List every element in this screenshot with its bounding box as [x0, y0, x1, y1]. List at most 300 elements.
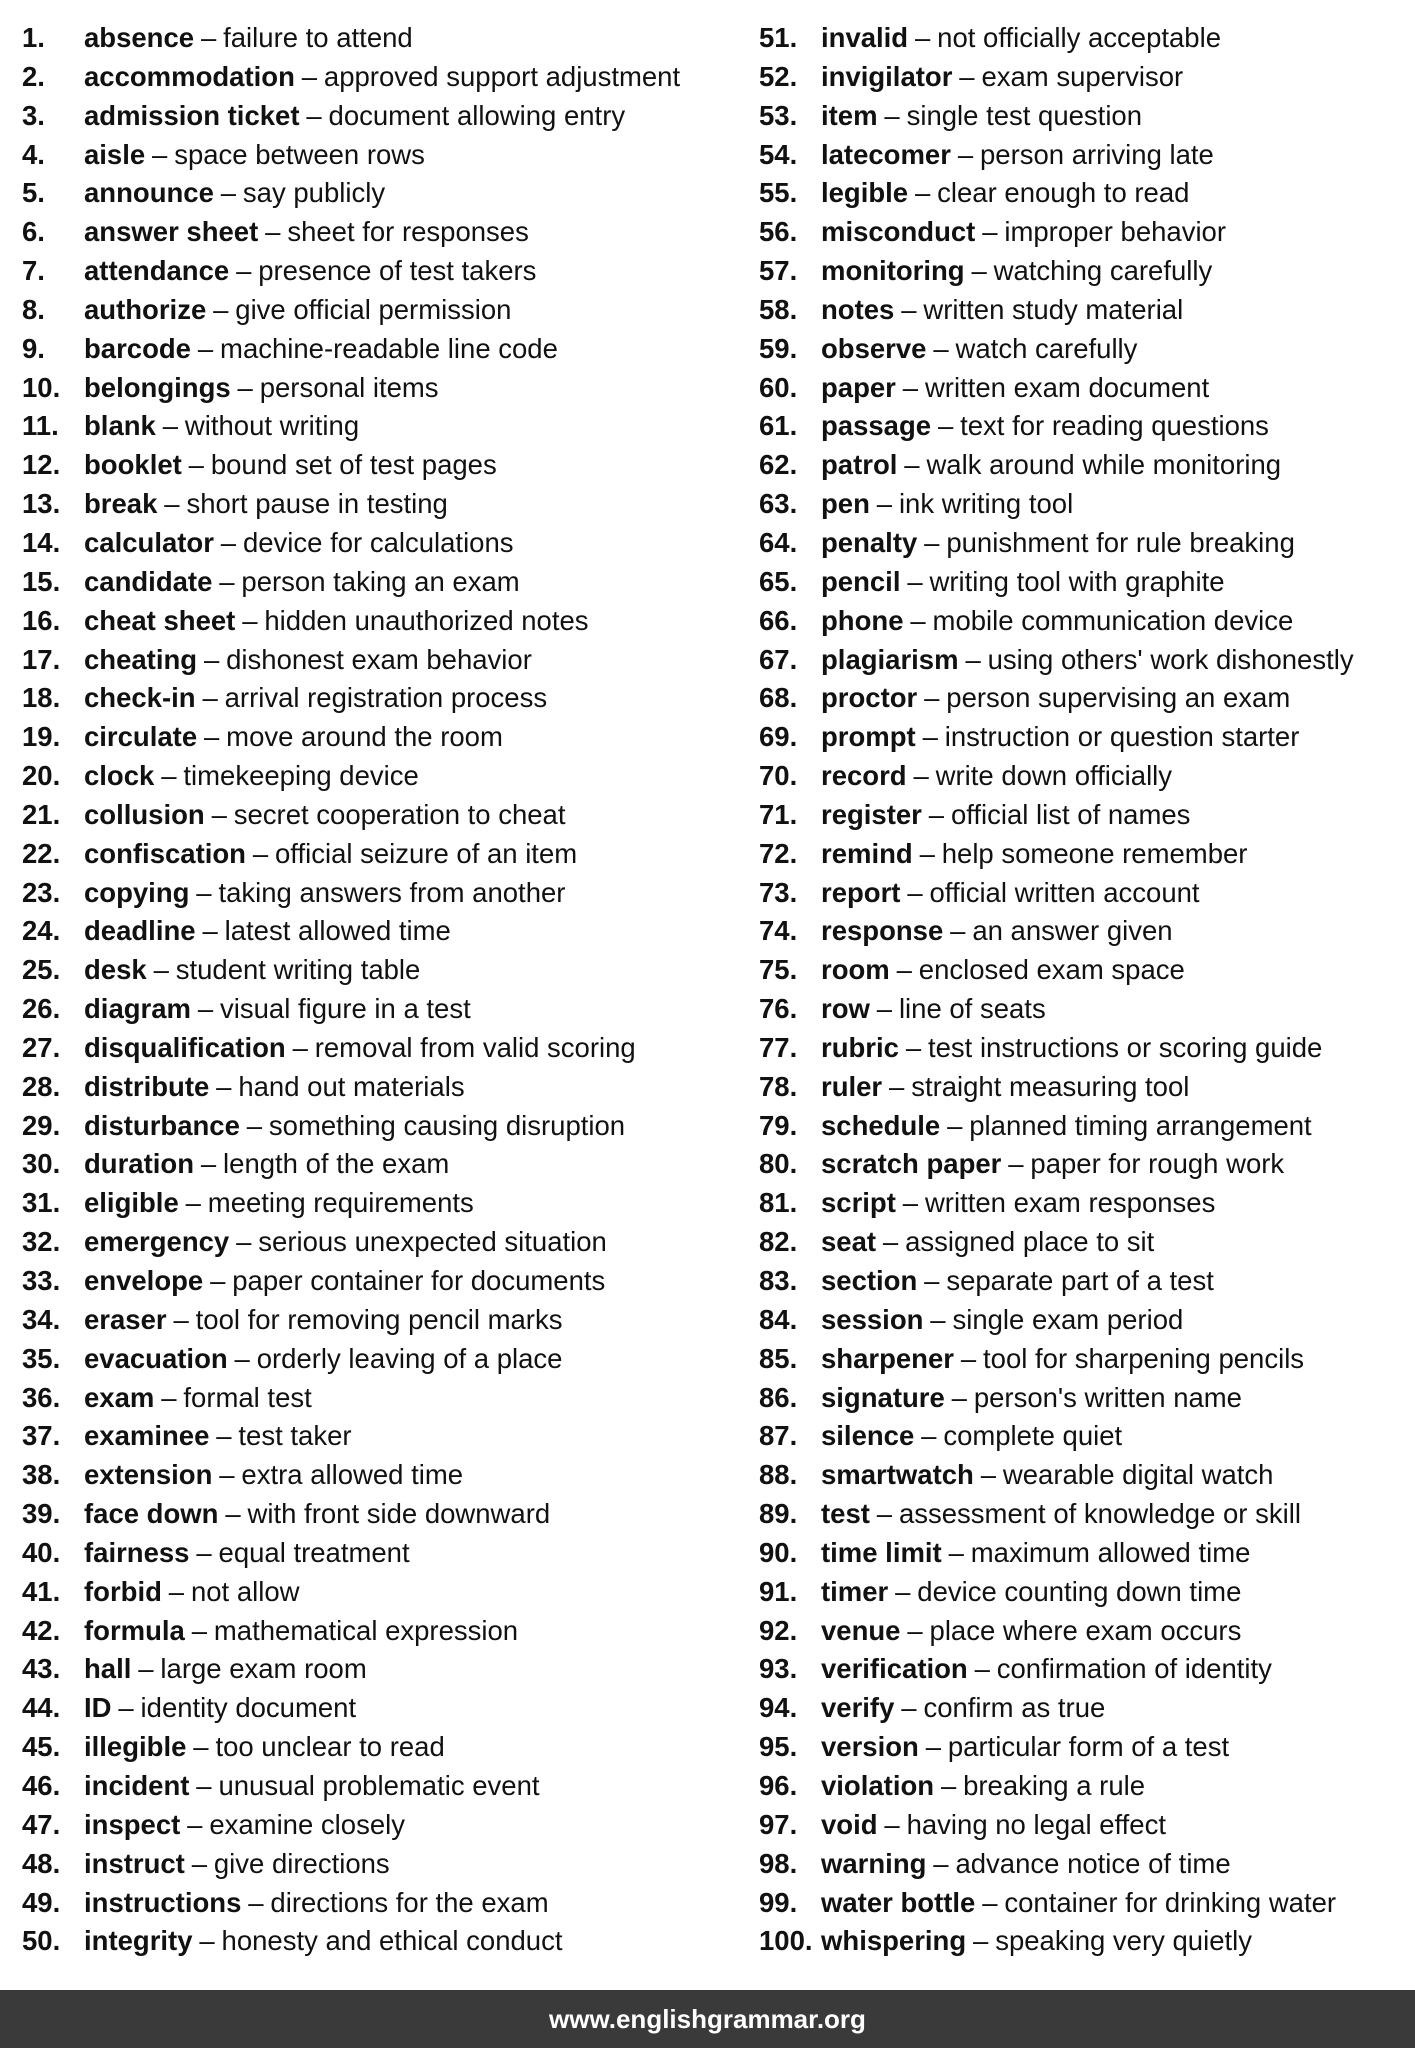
entry-separator: – — [957, 138, 974, 170]
entry-definition: device for calculations — [242, 526, 514, 558]
entry-number: 18. — [22, 682, 61, 714]
vocab-entry — [759, 912, 1409, 951]
entry-number: 10. — [22, 371, 61, 403]
vocab-entry — [22, 563, 742, 602]
entry-definition: hand out materials — [238, 1070, 465, 1102]
entry-separator: – — [219, 1459, 235, 1491]
entry-term: absence — [84, 22, 195, 53]
entry-number: 47. — [22, 1808, 61, 1840]
entry-definition: formal test — [183, 1381, 312, 1413]
entry-term: warning — [821, 1847, 927, 1879]
entry-definition: official seizure of an item — [275, 837, 578, 869]
vocab-entry — [22, 718, 742, 757]
vocab-entry — [22, 1767, 742, 1806]
entry-definition: punishment for rule breaking — [946, 526, 1295, 558]
entry-number: 44. — [22, 1692, 61, 1724]
entry-number: 24. — [22, 915, 61, 947]
entry-number: 86. — [759, 1381, 798, 1413]
entry-separator: – — [884, 1808, 900, 1840]
entry-definition: too unclear to read — [215, 1731, 445, 1763]
entry-number: 89. — [759, 1498, 798, 1530]
entry-term: attendance — [84, 255, 230, 287]
entry-term: session — [821, 1303, 924, 1335]
entry-separator: – — [193, 1731, 209, 1763]
entry-number: 52. — [759, 60, 798, 92]
entry-definition: test taker — [238, 1420, 352, 1452]
entry-number: 29. — [22, 1109, 61, 1141]
entry-separator: – — [210, 1265, 226, 1296]
entry-separator: – — [948, 1536, 964, 1568]
entry-number: 22. — [22, 837, 61, 869]
vocab-entry — [22, 796, 742, 835]
entry-term: water bottle — [821, 1886, 976, 1918]
entry-definition: equal treatment — [218, 1536, 410, 1568]
vocab-entry — [22, 1379, 742, 1418]
vocab-entry — [759, 1301, 1409, 1340]
entry-separator: – — [196, 876, 212, 908]
entry-definition: without writing — [184, 410, 360, 442]
entry-term: latecomer — [821, 138, 951, 170]
entry-separator: – — [884, 99, 900, 131]
entry-term: authorize — [84, 293, 207, 325]
entry-definition: examine closely — [209, 1808, 405, 1840]
entry-number: 68. — [759, 682, 798, 714]
entry-definition: meeting requirements — [207, 1187, 474, 1219]
entry-term: patrol — [821, 449, 898, 481]
entry-definition: exam supervisor — [981, 60, 1184, 92]
entry-number: 59. — [759, 332, 798, 364]
entry-definition: an answer given — [972, 915, 1173, 947]
entry-term: violation — [821, 1769, 935, 1801]
entry-number: 26. — [22, 993, 61, 1025]
entry-definition: writing tool with graphite — [929, 565, 1225, 597]
entry-separator: – — [202, 915, 218, 947]
vocab-entry — [22, 446, 742, 485]
entry-term: eraser — [84, 1303, 167, 1335]
entry-number: 87. — [759, 1420, 798, 1452]
entry-number: 1. — [22, 22, 45, 53]
entry-separator: – — [191, 1847, 208, 1879]
entry-separator: – — [196, 1536, 212, 1568]
entry-number: 90. — [759, 1536, 798, 1568]
entry-term: barcode — [84, 332, 191, 364]
entry-separator: – — [933, 1847, 949, 1879]
entry-term: evacuation — [84, 1342, 228, 1374]
entry-term: timer — [821, 1575, 889, 1607]
vocab-entry — [759, 1612, 1409, 1651]
entry-number: 56. — [759, 216, 798, 248]
vocab-entry — [22, 58, 742, 97]
entry-term: check-in — [84, 682, 196, 714]
entry-term: sharpener — [821, 1342, 954, 1374]
entry-term: confiscation — [84, 837, 246, 869]
entry-term: formula — [84, 1614, 185, 1646]
entry-term: collusion — [84, 798, 205, 830]
entry-definition: dishonest exam behavior — [226, 643, 532, 675]
entry-number: 53. — [759, 99, 798, 131]
entry-term: item — [821, 99, 878, 131]
entry-term: examinee — [84, 1420, 210, 1452]
entry-definition: assigned place to sit — [905, 1226, 1155, 1258]
vocab-entry — [22, 602, 742, 641]
entry-term: register — [821, 798, 922, 830]
entry-number: 21. — [22, 798, 61, 830]
entry-separator: – — [173, 1303, 189, 1335]
entry-definition: hidden unauthorized notes — [264, 604, 589, 636]
entry-number: 67. — [759, 643, 798, 675]
vocab-entry — [759, 58, 1409, 97]
entry-definition: document allowing entry — [328, 99, 626, 131]
entry-separator: – — [301, 60, 318, 92]
entry-number: 93. — [759, 1653, 798, 1685]
entry-number: 50. — [22, 1925, 61, 1957]
vocab-entry — [759, 136, 1409, 175]
vocab-entry — [22, 1845, 742, 1884]
entry-term: paper — [821, 371, 896, 403]
vocab-entry — [22, 1223, 742, 1262]
vocab-entry — [759, 446, 1409, 485]
entry-number: 2. — [22, 60, 45, 92]
entry-definition: space between rows — [174, 138, 425, 170]
entry-separator: – — [910, 604, 926, 636]
entry-term: envelope — [84, 1265, 204, 1296]
vocab-entry — [759, 1068, 1409, 1107]
entry-definition: clear enough to read — [937, 177, 1190, 209]
entry-number: 88. — [759, 1459, 798, 1491]
entry-separator: – — [248, 1886, 264, 1918]
entry-number: 94. — [759, 1692, 798, 1724]
vocab-entry — [759, 1107, 1409, 1146]
entry-term: eligible — [84, 1187, 179, 1219]
entry-definition: move around the room — [226, 721, 503, 753]
entry-separator: – — [904, 449, 920, 481]
entry-number: 14. — [22, 526, 61, 558]
entry-term: monitoring — [821, 255, 965, 287]
entry-term: legible — [821, 177, 909, 209]
entry-definition: arrival registration process — [224, 682, 548, 714]
vocab-entry — [22, 19, 742, 58]
entry-number: 25. — [22, 954, 61, 986]
entry-number: 34. — [22, 1303, 61, 1335]
entry-definition: improper behavior — [1004, 216, 1227, 248]
entry-number: 15. — [22, 565, 61, 597]
entry-separator: – — [960, 1342, 977, 1374]
entry-definition: watch carefully — [955, 332, 1138, 364]
entry-definition: having no legal effect — [906, 1808, 1166, 1840]
vocab-entry — [759, 1728, 1409, 1767]
entry-definition: confirm as true — [923, 1692, 1106, 1724]
entry-separator: – — [138, 1653, 154, 1685]
entry-definition: secret cooperation to cheat — [233, 798, 566, 830]
entry-definition: person arriving late — [979, 138, 1214, 170]
vocab-entry — [22, 990, 742, 1029]
vocab-entry — [22, 369, 742, 408]
entry-definition: failure to attend — [223, 22, 413, 53]
entry-number: 39. — [22, 1498, 61, 1530]
entry-separator: – — [974, 1653, 990, 1685]
entry-term: fairness — [84, 1536, 190, 1568]
entry-term: exam — [84, 1381, 155, 1413]
entry-separator: – — [937, 410, 954, 442]
entry-term: incident — [84, 1769, 190, 1801]
entry-definition: mathematical expression — [213, 1614, 519, 1646]
entry-term: ruler — [821, 1070, 883, 1102]
entry-separator: – — [236, 255, 252, 287]
entry-separator: – — [225, 1498, 241, 1530]
footer-url[interactable]: www.englishgrammar.org — [549, 2004, 866, 2034]
entry-number: 77. — [759, 1031, 798, 1063]
entry-separator: – — [202, 682, 218, 714]
entry-definition: test instructions or scoring guide — [927, 1031, 1323, 1063]
entry-number: 40. — [22, 1536, 61, 1568]
entry-definition: removal from valid scoring — [314, 1031, 636, 1063]
vocab-entry — [759, 951, 1409, 990]
vocab-entry — [22, 1456, 742, 1495]
entry-number: 55. — [759, 177, 798, 209]
entry-definition: separate part of a test — [946, 1265, 1214, 1296]
entry-separator: – — [907, 876, 923, 908]
entry-separator: – — [211, 798, 227, 830]
entry-definition: device counting down time — [917, 1575, 1242, 1607]
entry-separator: – — [924, 526, 940, 558]
entry-term: pen — [821, 488, 870, 520]
entry-separator: – — [919, 837, 935, 869]
entry-separator: – — [940, 1769, 957, 1801]
entry-number: 69. — [759, 721, 798, 753]
entry-definition: bound set of test pages — [210, 449, 497, 481]
entry-term: answer sheet — [84, 216, 259, 248]
entry-term: notes — [821, 293, 895, 325]
entry-definition: walk around while monitoring — [926, 449, 1282, 481]
vocabulary-list-left — [22, 19, 742, 1961]
entry-separator: – — [907, 1614, 923, 1646]
entry-separator: – — [913, 760, 929, 792]
entry-separator: – — [951, 1381, 967, 1413]
entry-number: 30. — [22, 1148, 61, 1180]
entry-definition: honesty and ethical conduct — [221, 1925, 563, 1957]
entry-definition: presence of test takers — [258, 255, 537, 287]
entry-number: 23. — [22, 876, 61, 908]
entry-separator: – — [980, 1459, 997, 1491]
entry-term: rubric — [821, 1031, 899, 1063]
entry-number: 36. — [22, 1381, 61, 1413]
entry-separator: – — [889, 1070, 905, 1102]
entry-term: accommodation — [84, 60, 295, 92]
entry-number: 61. — [759, 410, 798, 442]
entry-separator: – — [928, 798, 945, 830]
entry-number: 95. — [759, 1731, 798, 1763]
entry-number: 33. — [22, 1265, 61, 1296]
entry-number: 3. — [22, 99, 45, 131]
entry-definition: serious unexpected situation — [258, 1226, 607, 1258]
entry-definition: container for drinking water — [1004, 1886, 1337, 1918]
entry-term: signature — [821, 1381, 945, 1413]
entry-term: disqualification — [84, 1031, 286, 1063]
entry-definition: single test question — [906, 99, 1143, 131]
entry-definition: watching carefully — [993, 255, 1213, 287]
entry-term: invalid — [821, 22, 909, 53]
entry-number: 49. — [22, 1886, 61, 1918]
vocab-entry — [759, 213, 1409, 252]
entry-definition: line of seats — [898, 993, 1046, 1025]
vocab-entry — [22, 1184, 742, 1223]
entry-separator: – — [168, 1575, 185, 1607]
entry-separator: – — [216, 1420, 232, 1452]
entry-number: 79. — [759, 1109, 798, 1141]
entry-number: 65. — [759, 565, 798, 597]
vocab-entry — [22, 757, 742, 796]
entry-separator: – — [236, 1226, 252, 1258]
entry-number: 20. — [22, 760, 61, 792]
vocab-entry — [22, 1922, 742, 1961]
entry-separator: – — [152, 138, 168, 170]
vocab-entry — [759, 1650, 1409, 1689]
entry-definition: text for reading questions — [960, 410, 1269, 442]
vocab-entry — [759, 874, 1409, 913]
entry-definition: person supervising an exam — [946, 682, 1291, 714]
entry-number: 28. — [22, 1070, 61, 1102]
entry-definition: latest allowed time — [224, 915, 451, 947]
entry-definition: written study material — [923, 293, 1184, 325]
vocabulary-list-right — [759, 19, 1409, 1961]
entry-separator: – — [876, 488, 893, 520]
entry-separator: – — [921, 1420, 937, 1452]
vocab-entry — [22, 291, 742, 330]
entry-definition: paper for rough work — [1030, 1148, 1285, 1180]
entry-separator: – — [896, 954, 912, 986]
entry-number: 42. — [22, 1614, 61, 1646]
vocab-entry — [22, 1107, 742, 1146]
entry-number: 48. — [22, 1847, 61, 1879]
entry-separator: – — [265, 216, 281, 248]
entry-separator: – — [924, 682, 940, 714]
entry-definition: tool for sharpening pencils — [983, 1342, 1305, 1374]
entry-definition: official written account — [929, 876, 1200, 908]
entry-number: 37. — [22, 1420, 61, 1452]
entry-term: test — [821, 1498, 870, 1530]
entry-separator: – — [925, 1731, 941, 1763]
entry-separator: – — [188, 449, 204, 481]
entry-term: row — [821, 993, 870, 1025]
entry-definition: extra allowed time — [241, 1459, 464, 1491]
entry-definition: maximum allowed time — [970, 1536, 1251, 1568]
entry-number: 46. — [22, 1769, 61, 1801]
entry-number: 91. — [759, 1575, 798, 1607]
entry-separator: – — [162, 410, 178, 442]
entry-definition: instruction or question starter — [944, 721, 1300, 753]
vocab-entry — [759, 1495, 1409, 1534]
entry-separator: – — [196, 1769, 212, 1801]
vocab-entry — [22, 874, 742, 913]
entry-definition: advance notice of time — [955, 1847, 1231, 1879]
entry-number: 75. — [759, 954, 798, 986]
entry-term: inspect — [84, 1808, 181, 1840]
vocab-entry — [22, 1650, 742, 1689]
entry-term: version — [821, 1731, 919, 1763]
vocab-entry — [22, 1262, 742, 1301]
vocab-entry — [759, 1456, 1409, 1495]
entry-definition: timekeeping device — [183, 760, 419, 792]
entry-number: 7. — [22, 255, 45, 287]
vocab-entry — [759, 1029, 1409, 1068]
entry-definition: identity document — [140, 1692, 357, 1724]
entry-definition: student writing table — [175, 954, 421, 986]
vocab-entry — [759, 1184, 1409, 1223]
vocab-entry — [22, 1029, 742, 1068]
vocab-entry — [22, 1573, 742, 1612]
entry-definition: confirmation of identity — [996, 1653, 1272, 1685]
vocab-entry — [22, 641, 742, 680]
entry-separator: – — [933, 332, 949, 364]
entry-number: 4. — [22, 138, 45, 170]
entry-term: scratch paper — [821, 1148, 1002, 1180]
entry-definition: not allow — [190, 1575, 300, 1607]
entry-definition: person's written name — [973, 1381, 1242, 1413]
entry-number: 82. — [759, 1226, 798, 1258]
entry-separator: – — [153, 954, 169, 986]
entry-definition: taking answers from another — [218, 876, 566, 908]
entry-term: plagiarism — [821, 643, 959, 675]
entry-term: script — [821, 1187, 896, 1219]
entry-number: 16. — [22, 604, 61, 636]
vocab-entry — [22, 97, 742, 136]
entry-separator: – — [907, 565, 923, 597]
entry-term: diagram — [84, 993, 191, 1025]
entry-term: candidate — [84, 565, 213, 597]
entry-term: break — [84, 488, 158, 520]
entry-term: penalty — [821, 526, 918, 558]
vocab-entry — [22, 1884, 742, 1923]
vocab-entry — [22, 1068, 742, 1107]
entry-definition: single exam period — [952, 1303, 1184, 1335]
entry-separator: – — [905, 1031, 922, 1063]
entry-term: section — [821, 1265, 918, 1296]
entry-separator: – — [216, 1070, 232, 1102]
vocab-entry — [759, 485, 1409, 524]
vocab-entry — [759, 369, 1409, 408]
entry-term: duration — [84, 1148, 194, 1180]
entry-term: void — [821, 1808, 878, 1840]
entry-term: booklet — [84, 449, 182, 481]
entry-definition: speaking very quietly — [995, 1925, 1253, 1957]
entry-definition: directions for the exam — [270, 1886, 549, 1918]
entry-number: 17. — [22, 643, 61, 675]
vocab-entry — [22, 174, 742, 213]
entry-term: desk — [84, 954, 147, 986]
entry-term: prompt — [821, 721, 916, 753]
entry-definition: official list of names — [950, 798, 1191, 830]
entry-number: 32. — [22, 1226, 61, 1258]
entry-separator: – — [220, 177, 237, 209]
vocab-entry — [22, 1495, 742, 1534]
vocab-entry — [22, 1145, 742, 1184]
vocab-entry — [22, 1340, 742, 1379]
vocab-entry — [22, 407, 742, 446]
entry-term: calculator — [84, 526, 214, 558]
entry-term: face down — [84, 1498, 219, 1530]
entry-separator: – — [185, 1187, 201, 1219]
entry-term: admission ticket — [84, 99, 300, 131]
entry-separator: – — [950, 915, 966, 947]
entry-number: 54. — [759, 138, 798, 170]
entry-separator: – — [895, 1575, 911, 1607]
entry-number: 81. — [759, 1187, 798, 1219]
vocab-entry — [759, 757, 1409, 796]
entry-definition: short pause in testing — [186, 488, 448, 520]
vocab-entry — [759, 252, 1409, 291]
entry-number: 57. — [759, 255, 798, 287]
entry-definition: planned timing arrangement — [969, 1109, 1312, 1141]
